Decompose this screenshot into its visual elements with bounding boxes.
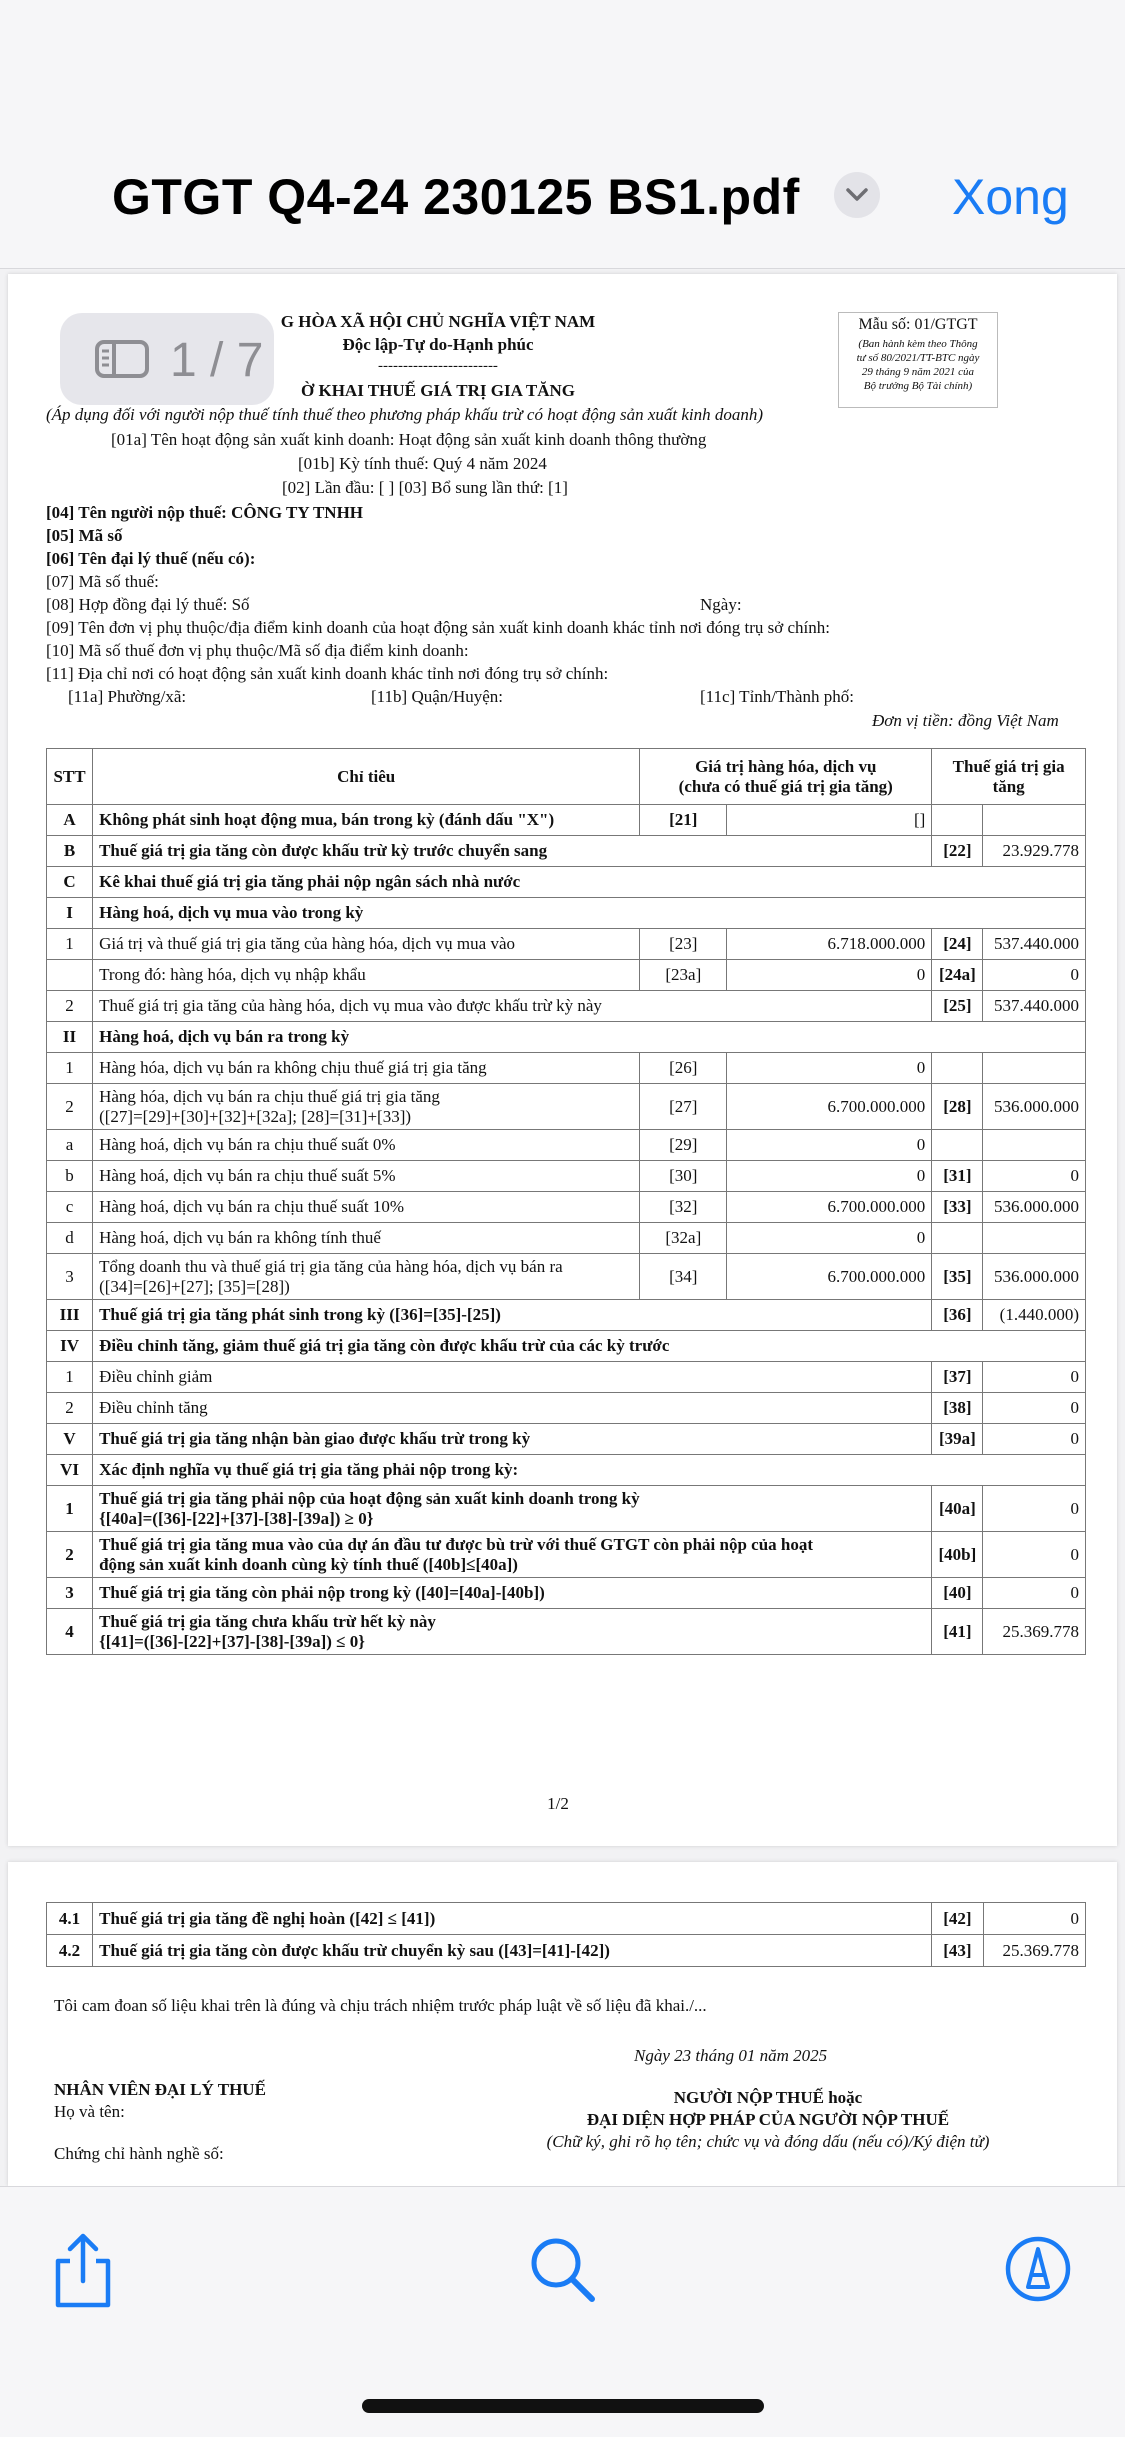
row-value: 6.700.000.000 [727, 1192, 932, 1223]
row-code-tax: [41] [932, 1609, 983, 1655]
row-label [93, 836, 932, 867]
table-row [47, 1578, 1086, 1609]
row-stt: C [47, 867, 93, 898]
line-08: [08] Hợp đồng đại lý thuế: Số [46, 595, 250, 614]
row-stt: A [47, 805, 93, 836]
table-header-row [47, 749, 1086, 805]
line-06: [06] Tên đại lý thuế (nếu có): [46, 549, 256, 568]
row-code-tax: [24] [932, 929, 983, 960]
page-number: 1/2 [547, 1794, 569, 1813]
row-tax: 536.000.000 [983, 1254, 1086, 1300]
row-tax: 0 [983, 960, 1086, 991]
table-row [47, 929, 1086, 960]
row-stt: d [47, 1223, 93, 1254]
row-tax: 23.929.778 [983, 836, 1086, 867]
row-tax [983, 1053, 1086, 1084]
row-code-tax: [36] [932, 1300, 983, 1331]
row-label [93, 1609, 932, 1655]
row-tax: 25.369.778 [983, 1609, 1086, 1655]
row-stt: 2 [47, 1084, 93, 1130]
table-row [47, 1130, 1086, 1161]
row-code-tax: [40a] [932, 1486, 983, 1532]
row-stt: a [47, 1130, 93, 1161]
row-code-tax: [35] [932, 1254, 983, 1300]
row-value: 0 [727, 1223, 932, 1254]
row-label-line: Thuế giá trị gia tăng mua vào của dự án đầu tư được bù trừ với thuế GTGT còn phải nộp của hoạt [99, 1534, 814, 1554]
table-row [47, 867, 1086, 898]
row-label-formula: ([34]=[26]+[27]; [35]=[28]) [99, 1276, 290, 1296]
row-value: 0 [727, 960, 932, 991]
row-code-value: [23] [640, 929, 727, 960]
table-row [47, 1393, 1086, 1424]
row-code-tax: [33] [932, 1192, 983, 1223]
table-row [47, 898, 1086, 929]
header-tax-1: Thuế giá trị gia [952, 756, 1065, 776]
row-tax: 537.440.000 [983, 991, 1086, 1022]
row-code-tax: [31] [932, 1161, 983, 1192]
row-label-line: Hàng hoá, dịch vụ bán ra không tính thuế [99, 1228, 381, 1247]
row-stt: 1 [47, 1486, 93, 1532]
table-row [47, 805, 1086, 836]
agent-title: NHÂN VIÊN ĐẠI LÝ THUẾ [54, 2080, 266, 2099]
row-label [93, 960, 640, 991]
line-01a: [01a] Tên hoạt động sản xuất kinh doanh: Hoạt động sản xuất kinh doanh thông thường [111, 430, 707, 449]
row-stt: 3 [47, 1578, 93, 1609]
row-stt: III [47, 1300, 93, 1331]
form-issued-4: Bộ trưởng Bộ Tài chính) [863, 380, 973, 392]
row-value: 6.700.000.000 [727, 1254, 932, 1300]
table-row [47, 1486, 1086, 1532]
header-value-2: (chưa có thuế giá trị gia tăng) [678, 776, 893, 796]
applies-note: (Áp dụng đối với người nộp thuế tính thuế theo phương pháp khấu trừ có hoạt động sản xuất kinh doanh) [46, 405, 764, 424]
row-code-tax [932, 1130, 983, 1161]
header-tax [932, 749, 1086, 805]
row-label-line: Hàng hóa, dịch vụ bán ra chịu thuế giá trị gia tăng [99, 1086, 440, 1106]
row-label-formula: động sản xuất kinh doanh cùng kỳ tính thuế ([40b]≤[40a]) [99, 1554, 518, 1574]
row-value: [] [727, 805, 932, 836]
line-02: [02] Lần đầu: [ ] [03] Bổ sung lần thứ: [1] [282, 478, 568, 497]
row-tax: 0 [983, 1903, 1085, 1935]
row-stt [47, 960, 93, 991]
row-label [93, 1254, 640, 1300]
row-label [93, 867, 1086, 898]
row-label [93, 1300, 932, 1331]
line-10: [10] Mã số thuế đơn vị phụ thuộc/Mã số địa điểm kinh doanh: [46, 641, 469, 660]
row-label [93, 1161, 640, 1192]
form-issued-2: tư số 80/2021/TT-BTC ngày [856, 352, 980, 364]
row-stt: 4.2 [47, 1935, 93, 1967]
row-stt: 2 [47, 1532, 93, 1578]
row-tax: 0 [983, 1161, 1086, 1192]
line-11b: [11b] Quận/Huyện: [371, 687, 504, 706]
form-issued-3: 29 tháng 9 năm 2021 của [861, 366, 975, 378]
line-11: [11] Địa chỉ nơi có hoạt động sản xuất kinh doanh khác tỉnh nơi đóng trụ sở chính: [46, 664, 609, 683]
bottom-toolbar [0, 2186, 1125, 2437]
table-row [47, 1084, 1086, 1130]
row-label: Thuế giá trị gia tăng còn được khấu trừ chuyển kỳ sau ([43]=[41]-[42]) [93, 1935, 932, 1967]
row-label [93, 929, 640, 960]
row-tax: 0 [983, 1393, 1086, 1424]
row-stt: II [47, 1022, 93, 1053]
table-row [47, 1455, 1086, 1486]
row-stt: 1 [47, 929, 93, 960]
national-title: G HÒA XÃ HỘI CHỦ NGHĨA VIỆT NAM [280, 312, 596, 331]
row-tax: 536.000.000 [983, 1192, 1086, 1223]
row-tax [983, 805, 1086, 836]
page-indicator-label: 1 / 7 [170, 334, 264, 387]
header-tax-2: tăng [992, 776, 1025, 796]
row-code-value: [21] [640, 805, 727, 836]
table-row [47, 1300, 1086, 1331]
row-label-line: Điều chỉnh tăng, giảm thuế giá trị gia tăng còn được khấu trừ của các kỳ trước [99, 1336, 670, 1355]
row-tax: 537.440.000 [983, 929, 1086, 960]
table-row [47, 1192, 1086, 1223]
table-row [47, 1532, 1086, 1578]
agent-name: Họ và tên: [54, 2102, 125, 2121]
tax-table [46, 748, 1086, 1655]
row-stt: 1 [47, 1053, 93, 1084]
line-01b: [01b] Kỳ tính thuế: Quý 4 năm 2024 [298, 454, 547, 473]
row-code-tax: [39a] [932, 1424, 983, 1455]
row-label-line: Hàng hoá, dịch vụ bán ra trong kỳ [99, 1027, 350, 1046]
table-row [47, 1935, 1086, 1967]
payer-rep: ĐẠI DIỆN HỢP PHÁP CỦA NGƯỜI NỘP THUẾ [586, 2110, 950, 2129]
row-label: Thuế giá trị gia tăng đề nghị hoàn ([42] ≤ [41]) [93, 1903, 932, 1935]
row-tax: 0 [983, 1486, 1086, 1532]
page-indicator[interactable] [60, 313, 274, 405]
row-label-line: Hàng hoá, dịch vụ bán ra chịu thuế suất 5% [99, 1166, 396, 1185]
row-code-tax: [38] [932, 1393, 983, 1424]
row-label [93, 1393, 932, 1424]
row-code-tax: [37] [932, 1362, 983, 1393]
header-indicator: Chỉ tiêu [93, 749, 640, 805]
header-value [640, 749, 932, 805]
row-stt: c [47, 1192, 93, 1223]
row-label-line: Xác định nghĩa vụ thuế giá trị gia tăng phải nộp trong kỳ: [99, 1460, 519, 1479]
form-title: Ờ KHAI THUẾ GIÁ TRỊ GIA TĂNG [301, 381, 575, 400]
row-code-tax: [40] [932, 1578, 983, 1609]
row-stt: VI [47, 1455, 93, 1486]
row-code-value: [29] [640, 1130, 727, 1161]
table-row [47, 1223, 1086, 1254]
row-code-value: [32] [640, 1192, 727, 1223]
sign-date: Ngày 23 tháng 01 năm 2025 [634, 2046, 828, 2065]
row-tax: 0 [983, 1532, 1086, 1578]
row-code-value: [26] [640, 1053, 727, 1084]
share-icon[interactable] [50, 2231, 116, 2316]
row-label-line: Kê khai thuế giá trị gia tăng phải nộp ngân sách nhà nước [99, 872, 521, 891]
row-label [93, 1532, 932, 1578]
row-stt: 4 [47, 1609, 93, 1655]
sidebar-icon [94, 339, 150, 379]
table-row [47, 960, 1086, 991]
row-code-tax: [24a] [932, 960, 983, 991]
row-tax: (1.440.000) [983, 1300, 1086, 1331]
row-label-line: Thuế giá trị gia tăng của hàng hóa, dịch vụ mua vào được khấu trừ kỳ này [99, 996, 602, 1015]
agent-cert: Chứng chỉ hành nghề số: [54, 2144, 224, 2163]
form-issued-1: (Ban hành kèm theo Thông [858, 338, 978, 350]
table-row [47, 1903, 1086, 1935]
row-stt: b [47, 1161, 93, 1192]
row-code-tax [932, 1053, 983, 1084]
row-label-formula: {[41]=([36]-[22]+[37]-[38]-[39a]) ≤ 0} [99, 1631, 365, 1651]
table-row [47, 1053, 1086, 1084]
row-label-line: Thuế giá trị gia tăng còn được khấu trừ kỳ trước chuyển sang [99, 841, 548, 860]
row-code-tax: [28] [932, 1084, 983, 1130]
row-code-tax: [43] [932, 1935, 983, 1967]
payer-note: (Chữ ký, ghi rõ họ tên; chức vụ và đóng dấu (nếu có)/Ký điện tử) [546, 2132, 990, 2151]
row-label [93, 1223, 640, 1254]
table-row [47, 1161, 1086, 1192]
row-label [93, 805, 640, 836]
row-label [93, 1331, 1086, 1362]
row-code-value: [27] [640, 1084, 727, 1130]
row-stt: 2 [47, 1393, 93, 1424]
row-stt: 1 [47, 1362, 93, 1393]
row-tax [983, 1223, 1086, 1254]
row-code-value: [32a] [640, 1223, 727, 1254]
row-tax: 25.369.778 [983, 1935, 1085, 1967]
line-04: [04] Tên người nộp thuế: CÔNG TY TNHH [46, 503, 364, 522]
row-value: 0 [727, 1161, 932, 1192]
row-label-line: Điều chỉnh tăng [99, 1398, 208, 1417]
row-label-line: Giá trị và thuế giá trị gia tăng của hàng hóa, dịch vụ mua vào [99, 934, 515, 953]
row-label-line: Trong đó: hàng hóa, dịch vụ nhập khẩu [99, 965, 366, 984]
home-indicator[interactable] [362, 2399, 764, 2413]
markup-icon[interactable] [1004, 2235, 1072, 2308]
motto: Độc lập-Tự do-Hạnh phúc [342, 335, 534, 354]
row-stt: V [47, 1424, 93, 1455]
row-stt: 2 [47, 991, 93, 1022]
row-label [93, 1053, 640, 1084]
chevron-down-icon[interactable] [834, 172, 880, 218]
line-07: [07] Mã số thuế: [46, 572, 159, 591]
row-label [93, 1192, 640, 1223]
row-label-line: Hàng hóa, dịch vụ bán ra không chịu thuế giá trị gia tăng [99, 1058, 487, 1077]
row-label-line: Thuế giá trị gia tăng nhận bàn giao được khấu trừ trong kỳ [99, 1429, 531, 1448]
line-08-date: Ngày: [700, 595, 742, 614]
row-stt: IV [47, 1331, 93, 1362]
row-value: 0 [727, 1053, 932, 1084]
row-label-line: Thuế giá trị gia tăng chưa khấu trừ hết kỳ này [99, 1611, 436, 1631]
table-row [47, 836, 1086, 867]
row-code-tax: [22] [932, 836, 983, 867]
row-stt: 3 [47, 1254, 93, 1300]
tax-table-continued [46, 1902, 1086, 1967]
line-05: [05] Mã số [46, 526, 123, 545]
row-code-tax: [42] [932, 1903, 983, 1935]
row-label-line: Thuế giá trị gia tăng phát sinh trong kỳ ([36]=[35]-[25]) [99, 1305, 501, 1324]
motto-line: ------------------------ [378, 358, 498, 374]
row-code-tax [932, 805, 983, 836]
row-label [93, 1362, 932, 1393]
row-label [93, 898, 1086, 929]
row-label-formula: ([27]=[29]+[30]+[32]+[32a]; [28]=[31]+[33]) [99, 1106, 412, 1126]
done-button[interactable]: Xong [952, 169, 1069, 225]
row-value: 0 [727, 1130, 932, 1161]
row-code-value: [30] [640, 1161, 727, 1192]
table-row [47, 991, 1086, 1022]
declaration: Tôi cam đoan số liệu khai trên là đúng và chịu trách nhiệm trước pháp luật về số liệu đã khai./... [54, 1996, 707, 2015]
row-label [93, 1578, 932, 1609]
row-label-line: Thuế giá trị gia tăng còn phải nộp trong kỳ ([40]=[40a]-[40b]) [99, 1583, 545, 1602]
line-11c: [11c] Tỉnh/Thành phố: [700, 687, 854, 706]
line-11a: [11a] Phường/xã: [68, 687, 187, 706]
table-row [47, 1424, 1086, 1455]
row-tax: 0 [983, 1424, 1086, 1455]
row-code-value: [34] [640, 1254, 727, 1300]
row-code-tax: [25] [932, 991, 983, 1022]
row-stt: B [47, 836, 93, 867]
header-value-1: Giá trị hàng hóa, dịch vụ [695, 756, 877, 776]
table-row [47, 1331, 1086, 1362]
row-label-line: Điều chỉnh giảm [99, 1367, 213, 1386]
search-icon[interactable] [528, 2235, 598, 2310]
row-stt: I [47, 898, 93, 929]
row-tax: 536.000.000 [983, 1084, 1086, 1130]
pdf-page-1 [8, 274, 1117, 1846]
header-stt: STT [47, 749, 93, 805]
row-label-line: Không phát sinh hoạt động mua, bán trong kỳ (đánh dấu "X") [99, 810, 555, 829]
currency-note: Đơn vị tiền: đồng Việt Nam [872, 711, 1059, 730]
row-label-line: Hàng hoá, dịch vụ mua vào trong kỳ [99, 903, 364, 922]
row-label [93, 1424, 932, 1455]
row-label [93, 991, 932, 1022]
document-title[interactable]: GTGT Q4-24 230125 BS1.pdf [112, 169, 800, 225]
row-label-line: Hàng hoá, dịch vụ bán ra chịu thuế suất 10% [99, 1197, 405, 1216]
row-label-line: Hàng hoá, dịch vụ bán ra chịu thuế suất 0% [99, 1135, 396, 1154]
row-code-tax [932, 1223, 983, 1254]
navigation-bar [0, 0, 1125, 269]
table-row [47, 1022, 1086, 1053]
row-tax: 0 [983, 1578, 1086, 1609]
row-label [93, 1130, 640, 1161]
row-code-value: [23a] [640, 960, 727, 991]
row-label-line: Thuế giá trị gia tăng phải nộp của hoạt động sản xuất kinh doanh trong kỳ [99, 1488, 640, 1508]
table-row [47, 1254, 1086, 1300]
line-09: [09] Tên đơn vị phụ thuộc/địa điểm kinh doanh của hoạt động sản xuất kinh doanh khác tỉnh nơi đóng trụ sở chính: [46, 618, 830, 637]
table-row [47, 1362, 1086, 1393]
row-tax [983, 1130, 1086, 1161]
row-tax: 0 [983, 1362, 1086, 1393]
row-stt: 4.1 [47, 1903, 93, 1935]
row-label [93, 1455, 1086, 1486]
form-number: Mẫu số: 01/GTGT [858, 316, 978, 333]
row-label [93, 1022, 1086, 1053]
pdf-page-2 [8, 1862, 1117, 2186]
table-row [47, 1609, 1086, 1655]
row-value: 6.718.000.000 [727, 929, 932, 960]
payer-title: NGƯỜI NỘP THUẾ hoặc [673, 2088, 863, 2107]
row-code-tax: [40b] [932, 1532, 983, 1578]
row-label-line: Tổng doanh thu và thuế giá trị gia tăng của hàng hóa, dịch vụ bán ra [99, 1256, 563, 1276]
row-label [93, 1084, 640, 1130]
row-label-formula: {[40a]=([36]-[22]+[37]-[38]-[39a]) ≥ 0} [99, 1508, 374, 1528]
row-value: 6.700.000.000 [727, 1084, 932, 1130]
row-label [93, 1486, 932, 1532]
